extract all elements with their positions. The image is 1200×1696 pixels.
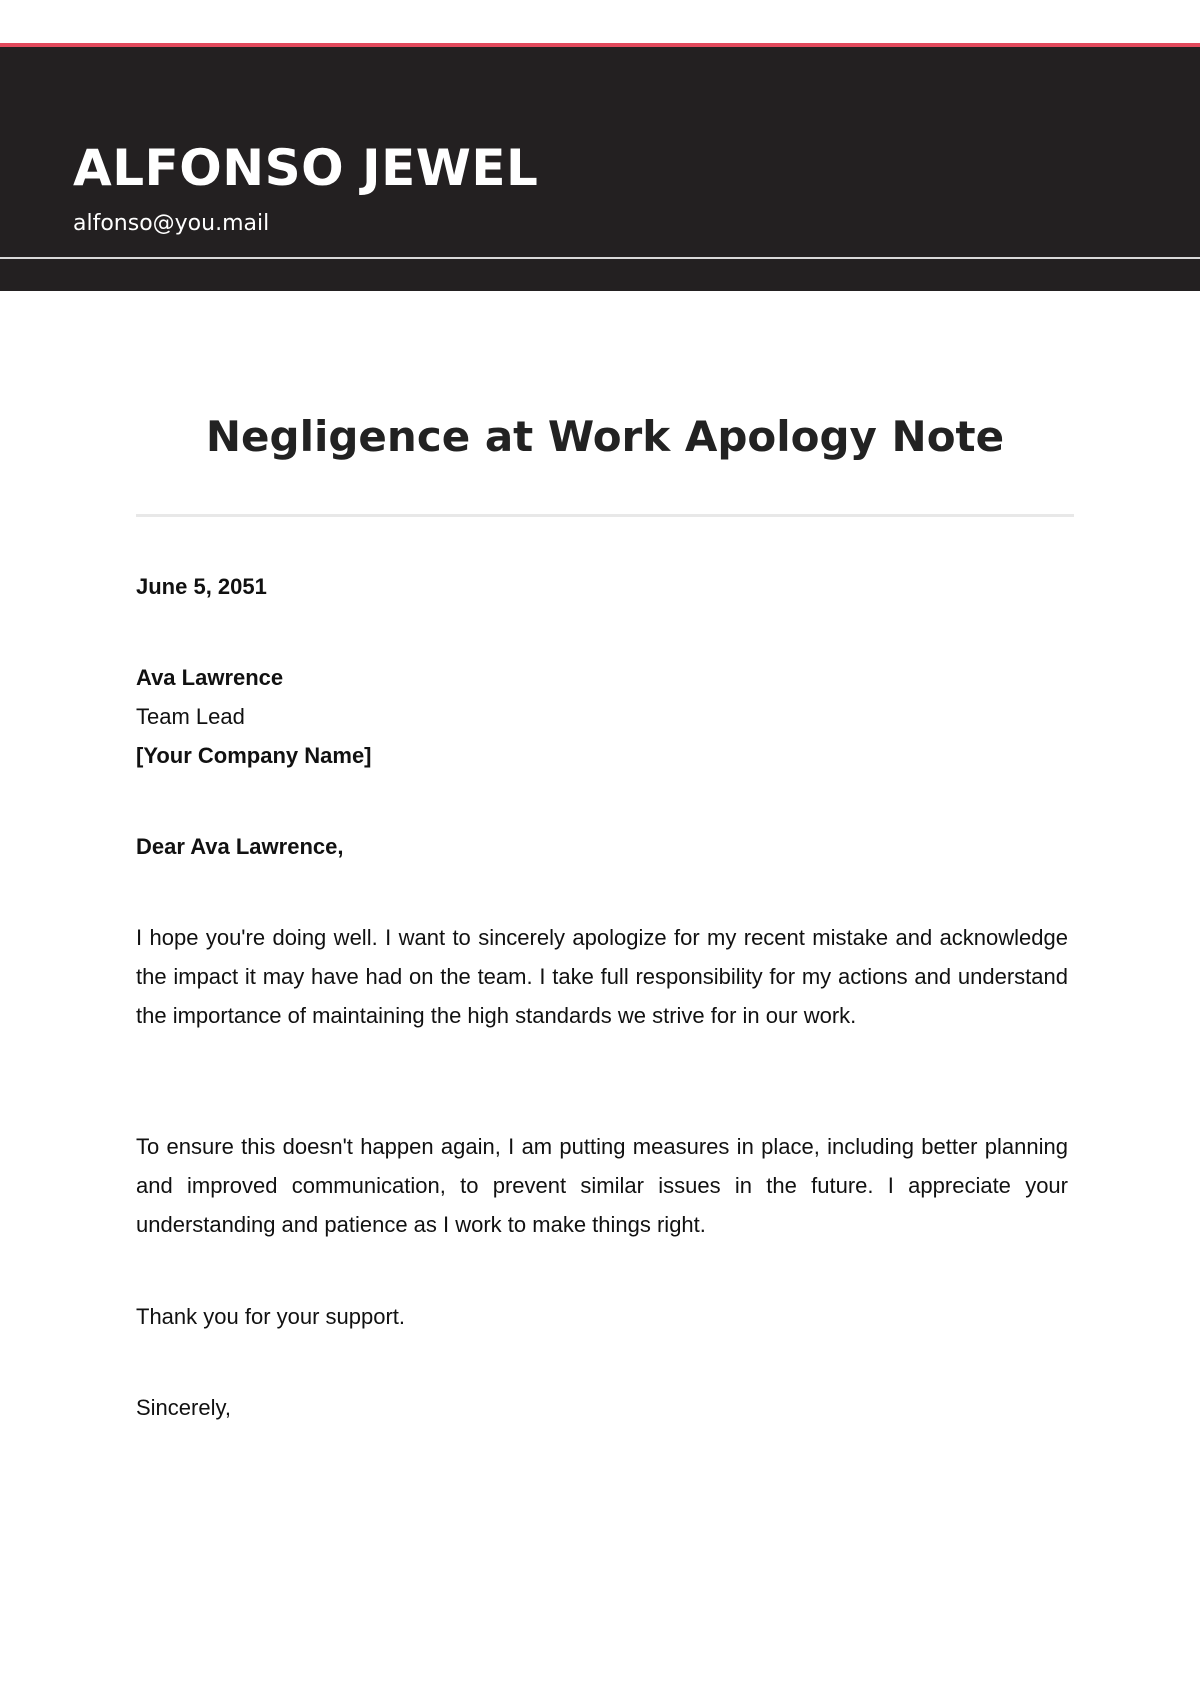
sender-email: alfonso@you.mail (73, 211, 270, 236)
closing-block (136, 1388, 1068, 1427)
body-paragraph-1-block (136, 918, 1068, 1035)
letter-date-block (136, 567, 1068, 606)
salutation: Dear Ava Lawrence, (136, 834, 344, 859)
recipient-position: Team Lead (136, 704, 245, 729)
header-divider (0, 257, 1200, 259)
sender-name: ALFONSO JEWEL (73, 139, 539, 197)
closing: Sincerely, (136, 1395, 231, 1420)
title-divider (136, 514, 1074, 517)
body-paragraph-3-block (136, 1297, 1068, 1336)
body-paragraph: I hope you're doing well. I want to sincerely apologize for my recent mistake and acknowledge the impact it may have had on the team. I take full responsibility for my actions and understand the importance of maintaining the high standards we strive for in our work. (136, 925, 1068, 1028)
recipient-block (136, 658, 1068, 775)
header-banner (0, 43, 1200, 291)
recipient-name: Ava Lawrence (136, 665, 284, 690)
letter-date: June 5, 2051 (136, 574, 267, 599)
salutation-block (136, 827, 1068, 866)
body-paragraph: Thank you for your support. (136, 1304, 406, 1329)
document-title: Negligence at Work Apology Note (205, 412, 1005, 461)
recipient-company: [Your Company Name] (136, 743, 372, 768)
body-paragraph-2-block (136, 1127, 1068, 1244)
body-paragraph: To ensure this doesn't happen again, I am putting measures in place, including better planning and improved communication, to prevent similar issues in the future. I appreciate your understanding and patience as I work to make things right. (136, 1134, 1068, 1237)
